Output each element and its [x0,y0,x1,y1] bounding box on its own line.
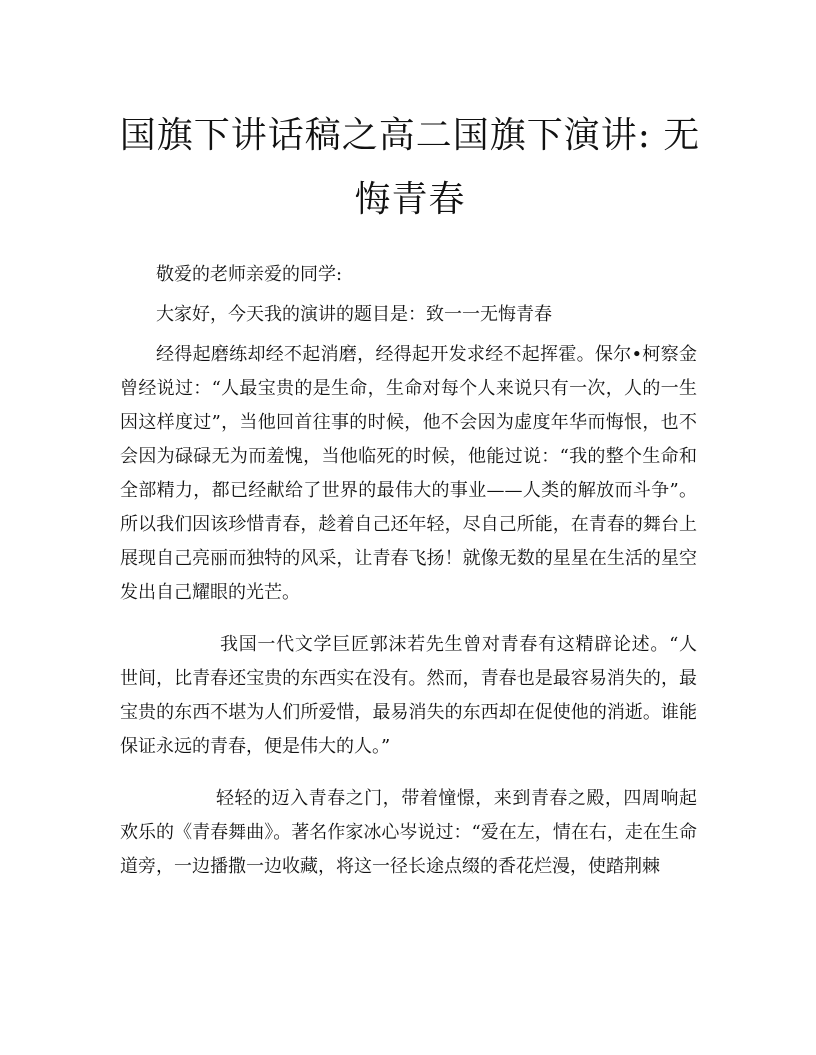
paragraph-youth-value: 经得起磨练却经不起消磨，经得起开发求经不起挥霍。保尔•柯察金曾经说过：“人最宝贵的是生命，生命对每个人来说只有一次，人的一生因这样度过”，当他回首往事的时候，他不会因为虚度年华而悔恨，也不会因为碌碌无为而羞愧，当他临死的时候，他能过说：“我的整个生命和全部精力，都已经献给了世界的最伟大的事业——人类的解放而斗争”。所以我们因该珍惜青春，趁着自己还年轻，尽自己所能，在青春的舞台上展现自己亮丽而独特的风采，让青春飞扬！就像无数的星星在生活的星空发出自己耀眼的光芒。 [120,344,697,603]
document-body [120,258,697,884]
paragraph-greeting: 大家好，今天我的演讲的题目是：致一一无悔青春 [156,304,552,325]
paragraph-salutation: 敬爱的老师亲爱的同学: [156,264,343,285]
document-title: 国旗下讲话稿之高二国旗下演讲: 无悔青春 [119,115,701,220]
paragraph-bing-xin-quote: 轻轻的迈入青春之门，带着憧憬，来到青春之殿，四周响起欢乐的《青春舞曲》。著名作家冰心岑说过：“爱在左，情在右，走在生命道旁，一边播撒一边收藏，将这一径长途点缀的香花烂漫，使踏荆棘 [120,788,697,877]
paragraph-guo-moruo-quote: 我国一代文学巨匠郭沫若先生曾对青春有这精辟论述。“人世间，比青春还宝贵的东西实在没有。然而，青春也是最容易消失的，最宝贵的东西不堪为人们所爱惜，最易消失的东西却在促使他的消逝。谁能保证永远的青春，便是伟大的人。” [120,634,697,757]
